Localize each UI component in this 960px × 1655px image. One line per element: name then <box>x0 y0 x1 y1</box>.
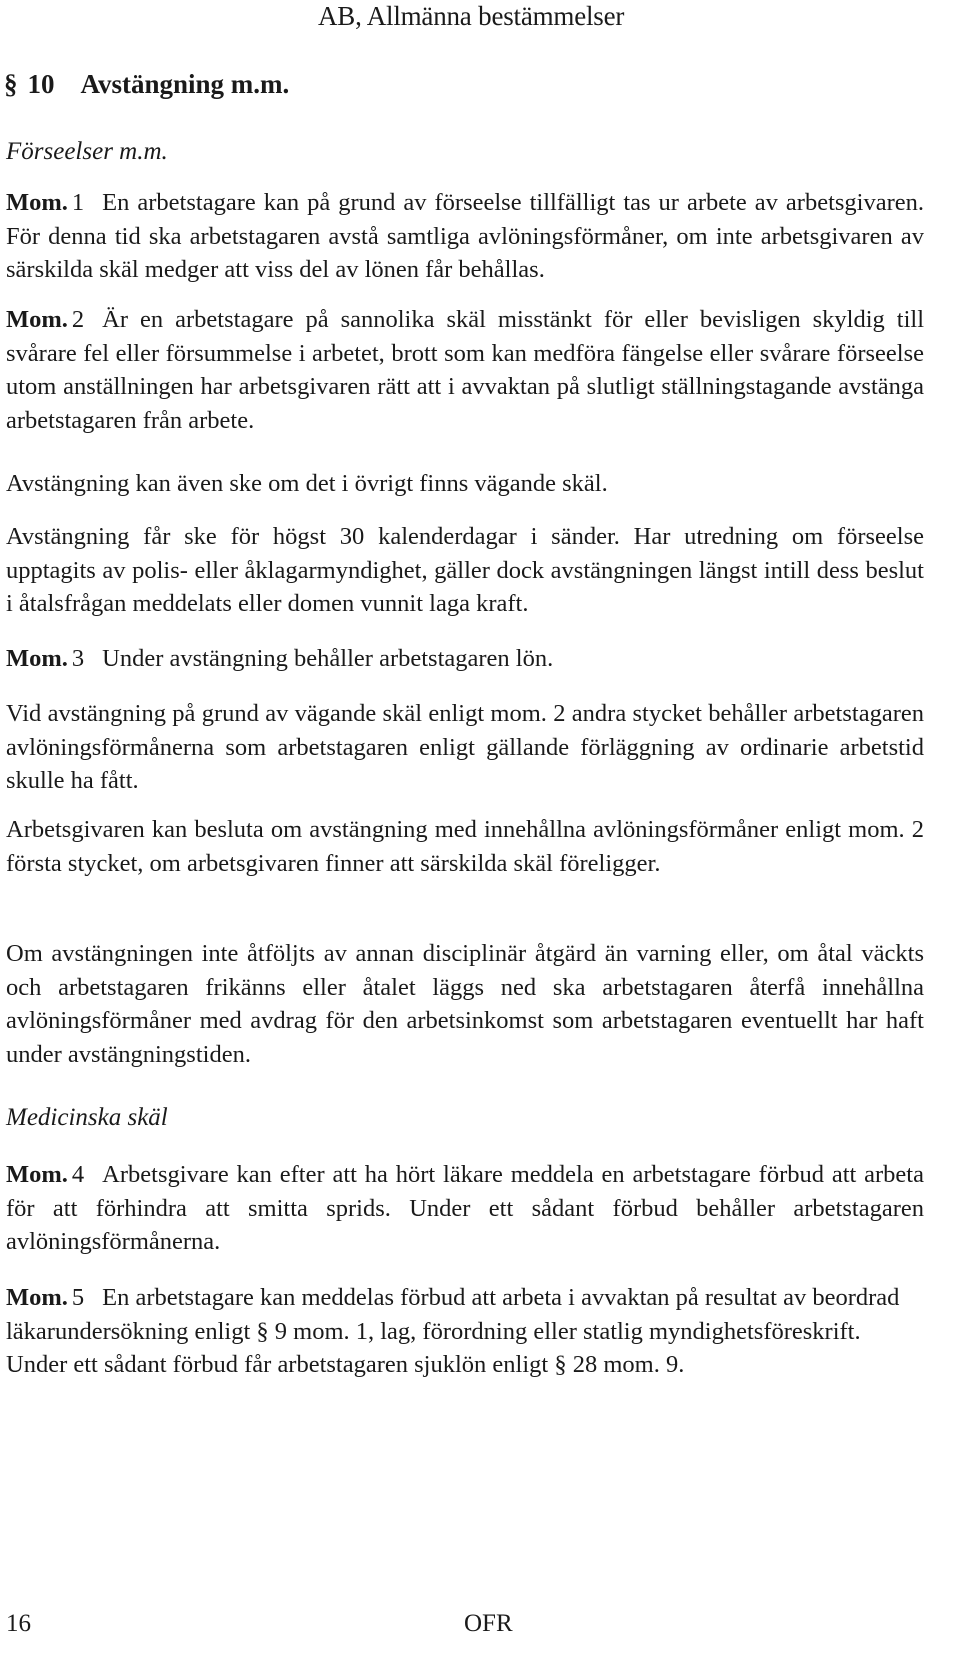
paragraph-text: Är en arbetstagare på sannolika skäl misstänkt för eller bevisligen skyldig till svårare fel eller försummelse i arbetet, brott som kan medföra fängelse eller svårare förseelse utom anställningen har arbetsgivaren rätt att i avvaktan på slutligt ställningstagande avstänga arbetstagaren från arbete. <box>6 306 924 434</box>
page-number: 16 <box>6 1610 31 1637</box>
paragraph-mom-5 <box>6 1281 924 1382</box>
section-title-text: Avstängning m.m. <box>80 69 290 99</box>
mom-number: 1 <box>71 189 85 216</box>
section-heading <box>4 68 289 100</box>
mom-number: 3 <box>71 645 85 672</box>
paragraph-text: En arbetstagare kan på grund av förseelse tillfälligt tas ur arbete av arbetsgivaren. För denna tid ska arbetstagaren avstå samtliga avlöningsförmåner, om inte arbetsgivaren av särskilda skäl medger att viss del av lönen får behållas. <box>6 189 924 284</box>
section-number: 10 <box>27 69 55 99</box>
paragraph-mom-2 <box>6 303 924 437</box>
footer-organization: OFR <box>464 1610 513 1637</box>
mom-label: Mom. <box>6 189 68 216</box>
subheading-forseelser: Förseelser m.m. <box>6 138 168 165</box>
paragraph-mom-3 <box>6 642 924 676</box>
mom-label: Mom. <box>6 1284 68 1311</box>
paragraph-text-block: Avstängning får ske för högst 30 kalenderdagar i sänder. Har utredning om förseelse upptagits av polis- eller åklagarmyndighet, gäller dock avstängningen längst intill dess beslut i åtalsfrågan meddelats eller domen vunnit laga kraft. <box>6 523 924 618</box>
mom-number: 4 <box>71 1161 85 1188</box>
paragraph-text-block: Avstängning kan även ske om det i övrigt finns vägande skäl. <box>6 470 608 497</box>
paragraph-text: En arbetstagare kan meddelas förbud att arbeta i avvaktan på resultat av beordrad läkarundersökning enligt § 9 mom. 1, lag, förordning eller statlig myndighetsföreskrift. Under ett sådant förbud får arbetstagaren sjuklön enligt § 28 mom. 9. <box>6 1284 900 1379</box>
subheading-medicinska: Medicinska skäl <box>6 1104 168 1131</box>
paragraph-text: Under avstängning behåller arbetstagaren lön. <box>102 645 554 672</box>
paragraph-text: Arbetsgivare kan efter att ha hört läkare meddela en arbetstagare förbud att arbeta för att förhindra att smitta sprids. Under ett sådant förbud behåller arbetstagaren avlöningsförmånerna. <box>6 1161 924 1256</box>
paragraph-mom-4 <box>6 1158 924 1259</box>
mom-number: 5 <box>71 1284 85 1311</box>
mom-number: 2 <box>71 306 85 333</box>
paragraph-text-block: Om avstängningen inte åtföljts av annan disciplinär åtgärd än varning eller, om åtal väckts och arbetstagaren frikänns eller åtalet läggs ned ska arbetstagaren återfå innehållna avlöningsförmåner med avdrag för den arbetsinkomst som arbetstagaren eventuellt har haft under avstängningstiden. <box>6 940 924 1068</box>
section-symbol: § <box>4 69 18 99</box>
mom-label: Mom. <box>6 306 68 333</box>
paragraph-mom-1 <box>6 186 924 287</box>
mom-label: Mom. <box>6 645 68 672</box>
mom-label: Mom. <box>6 1161 68 1188</box>
paragraph-text-block: Vid avstängning på grund av vägande skäl enligt mom. 2 andra stycket behåller arbetstagaren avlöningsförmånerna som arbetstagaren enligt gällande förläggning av ordinarie arbetstid skulle ha fått. <box>6 700 924 795</box>
paragraph-text-block: Arbetsgivaren kan besluta om avstängning med innehållna avlöningsförmåner enligt mom. 2 första stycket, om arbetsgivaren finner att särskilda skäl föreligger. <box>6 816 924 877</box>
running-header: AB, Allmänna bestämmelser <box>318 1 625 31</box>
